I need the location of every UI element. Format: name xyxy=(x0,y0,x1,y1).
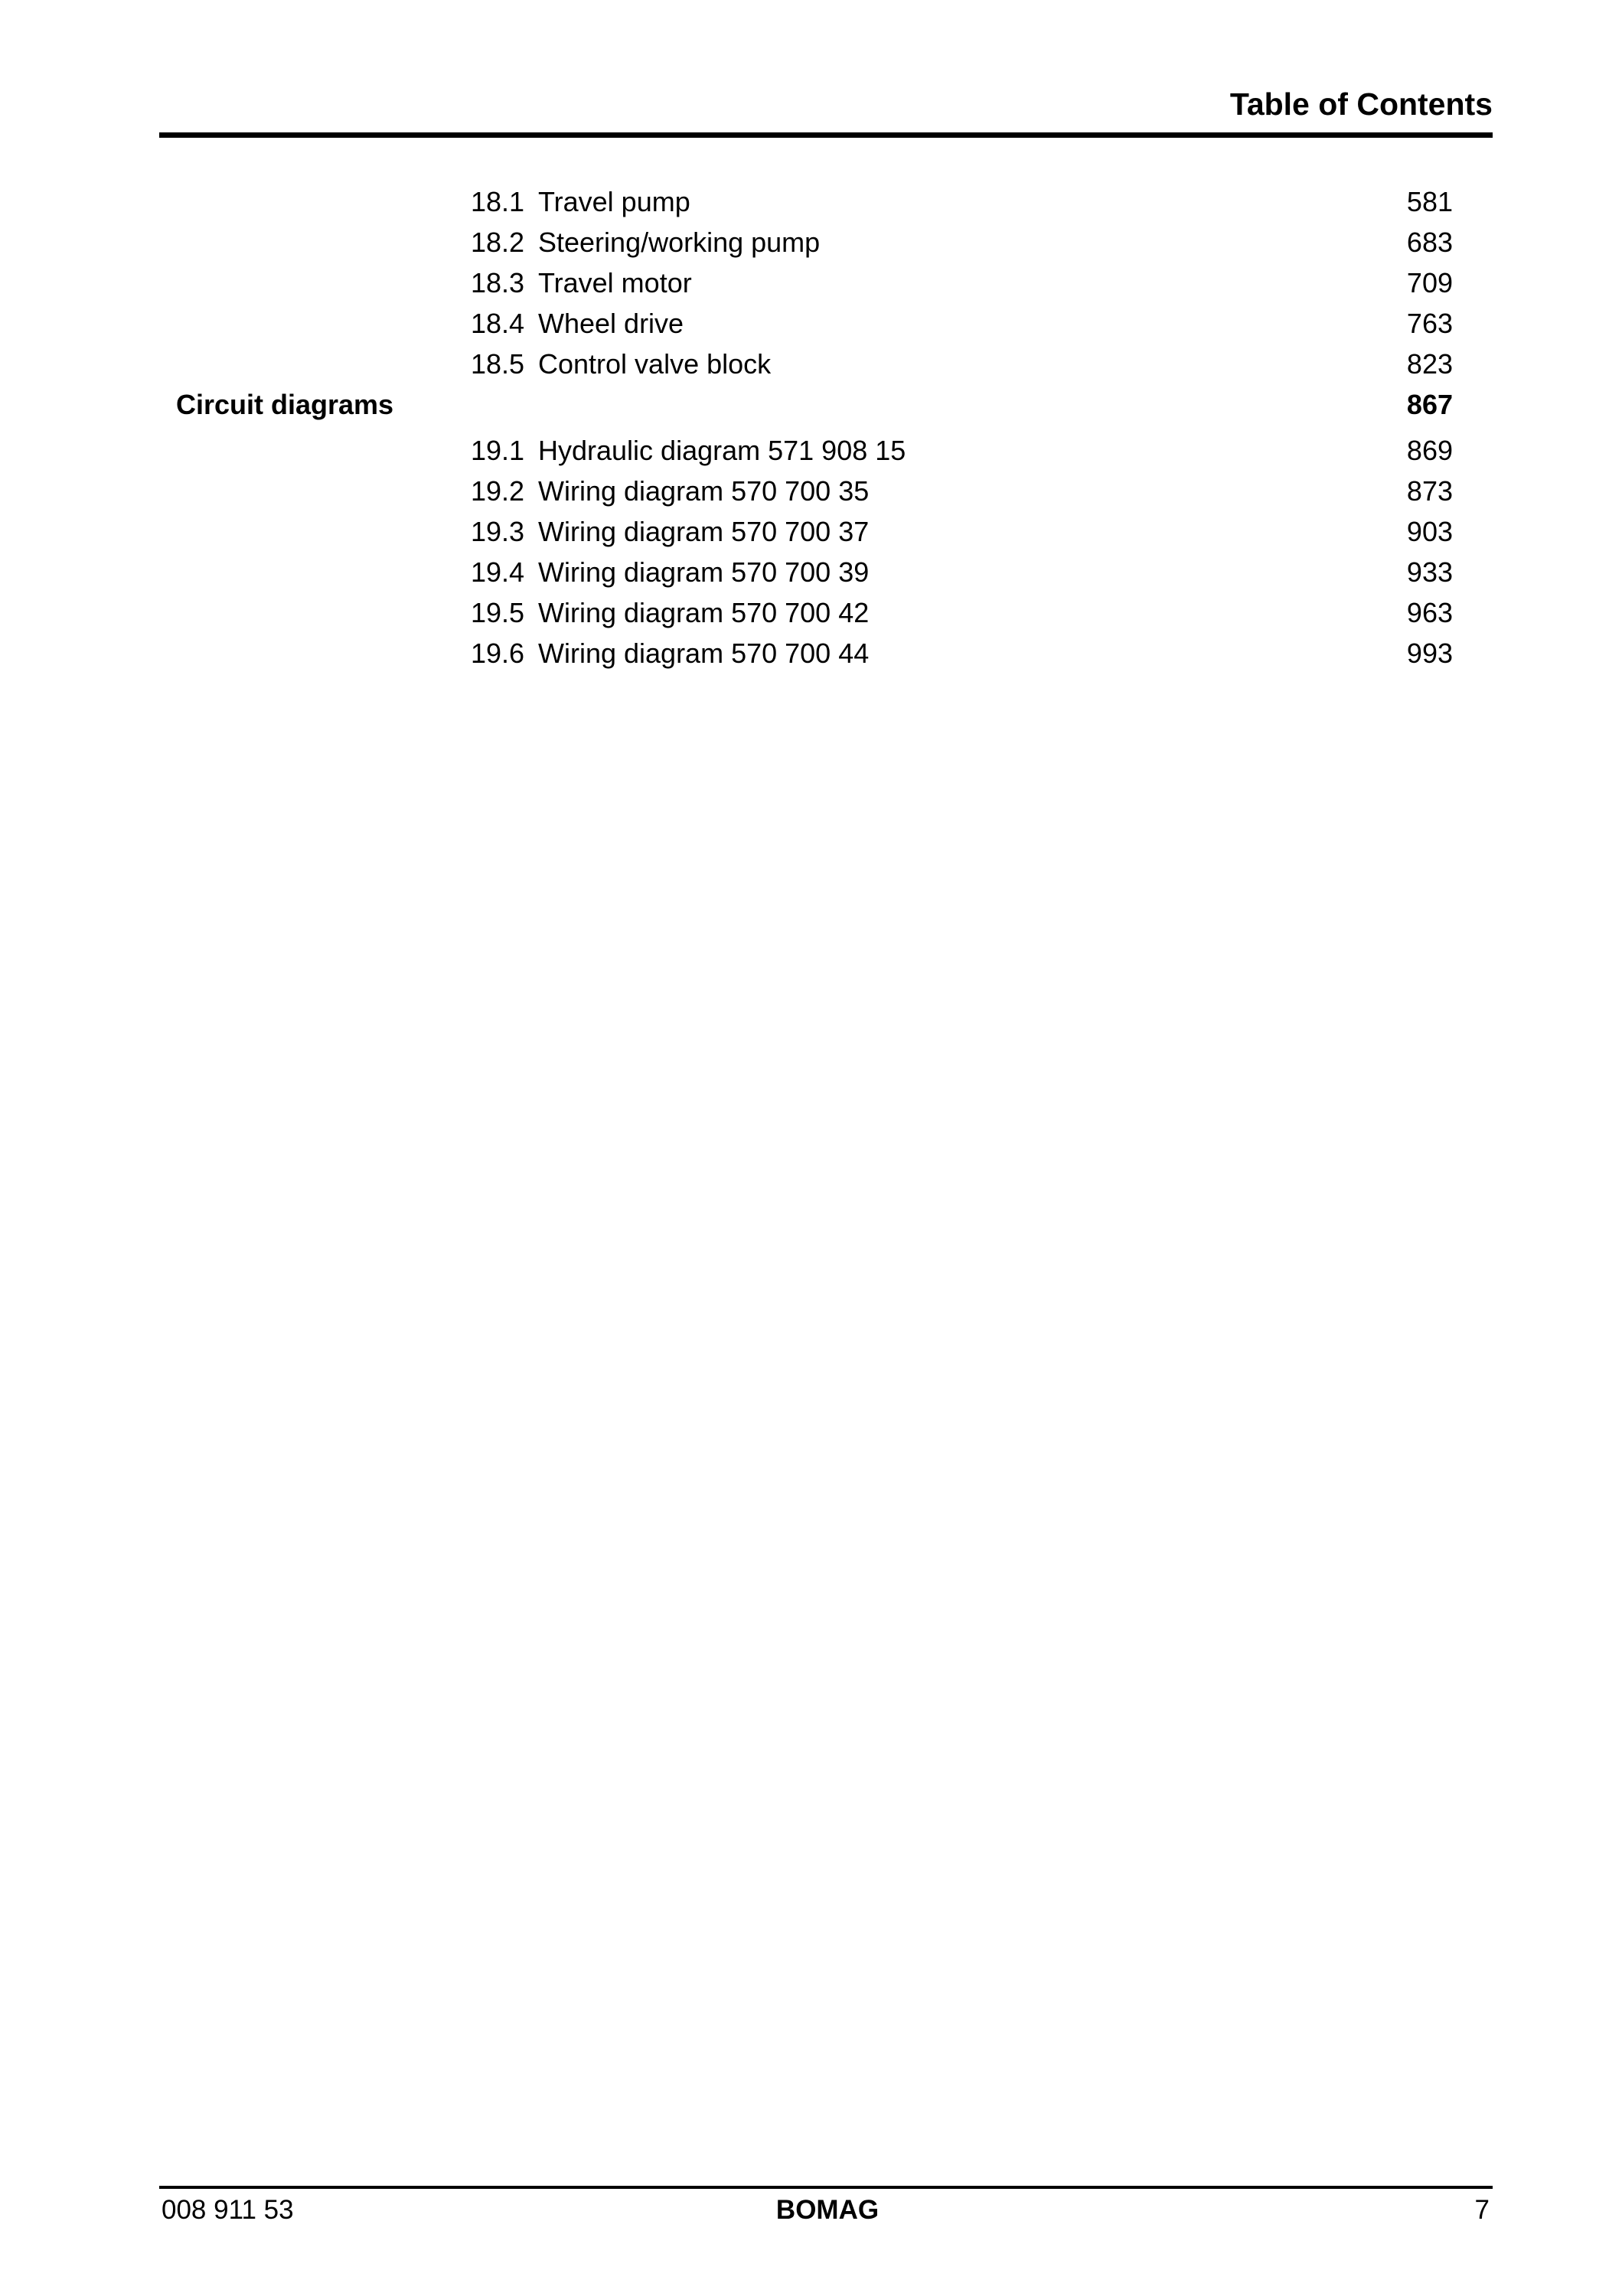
toc-entry-page: 963 xyxy=(1406,597,1453,628)
toc-entry-page: 873 xyxy=(1406,475,1453,507)
toc-entry-number: 19.6 xyxy=(471,638,525,669)
toc-entry-number: 18.5 xyxy=(471,348,525,380)
toc-entry-title: Hydraulic diagram 571 908 15 xyxy=(538,435,906,466)
page-number: 7 xyxy=(1474,2195,1490,2225)
toc-entry-title: Wheel drive xyxy=(538,308,684,339)
toc-entry[interactable] xyxy=(0,514,1622,550)
toc-entry-page: 869 xyxy=(1406,435,1453,466)
toc-entry-number: 19.3 xyxy=(471,516,525,547)
header-divider xyxy=(159,132,1493,138)
toc-entry-title: Wiring diagram 570 700 37 xyxy=(538,516,870,547)
toc-entry[interactable] xyxy=(0,473,1622,510)
document-number: 008 911 53 xyxy=(162,2195,294,2225)
toc-entry[interactable] xyxy=(0,265,1622,302)
toc-entry-title: Wiring diagram 570 700 44 xyxy=(538,638,870,669)
toc-entry[interactable] xyxy=(0,224,1622,261)
page-title: Table of Contents xyxy=(1229,86,1493,122)
footer-divider xyxy=(159,2186,1493,2189)
toc-entry[interactable] xyxy=(0,184,1622,220)
brand-name: BOMAG xyxy=(775,2195,880,2225)
toc-entry-number: 18.3 xyxy=(471,267,525,298)
toc-entry-page: 993 xyxy=(1406,638,1453,669)
toc-entry[interactable] xyxy=(0,635,1622,672)
toc-entry-title: Wiring diagram 570 700 35 xyxy=(538,475,870,507)
toc-entry-number: 18.4 xyxy=(471,308,525,339)
toc-chapter-title: Circuit diagrams xyxy=(176,389,394,420)
toc-entry-title: Control valve block xyxy=(538,348,772,380)
toc-entry[interactable] xyxy=(0,432,1622,469)
toc-entry-number: 19.5 xyxy=(471,597,525,628)
toc-entry-page: 933 xyxy=(1406,556,1453,588)
toc-entry-page: 581 xyxy=(1406,186,1453,217)
toc-entry-page: 709 xyxy=(1406,267,1453,298)
toc-entry-page: 823 xyxy=(1406,348,1453,380)
toc-entry-title: Wiring diagram 570 700 39 xyxy=(538,556,870,588)
toc-chapter-entry[interactable] xyxy=(0,386,1622,423)
toc-entry-title: Wiring diagram 570 700 42 xyxy=(538,597,870,628)
toc-entry-number: 19.2 xyxy=(471,475,525,507)
toc-entry-title: Travel pump xyxy=(538,186,690,217)
toc-entry-title: Steering/working pump xyxy=(538,227,821,258)
toc-entry-number: 19.1 xyxy=(471,435,525,466)
toc-chapter-page: 867 xyxy=(1406,389,1453,420)
toc-entry-page: 903 xyxy=(1406,516,1453,547)
toc-entry-number: 18.1 xyxy=(471,186,525,217)
toc-entry-number: 19.4 xyxy=(471,556,525,588)
toc-entry[interactable] xyxy=(0,595,1622,631)
toc-entry-page: 763 xyxy=(1406,308,1453,339)
toc-entry-number: 18.2 xyxy=(471,227,525,258)
toc-entry[interactable] xyxy=(0,305,1622,342)
toc-entry-title: Travel motor xyxy=(538,267,692,298)
toc-entry-page: 683 xyxy=(1406,227,1453,258)
toc-entry[interactable] xyxy=(0,554,1622,591)
toc-entry[interactable] xyxy=(0,346,1622,383)
